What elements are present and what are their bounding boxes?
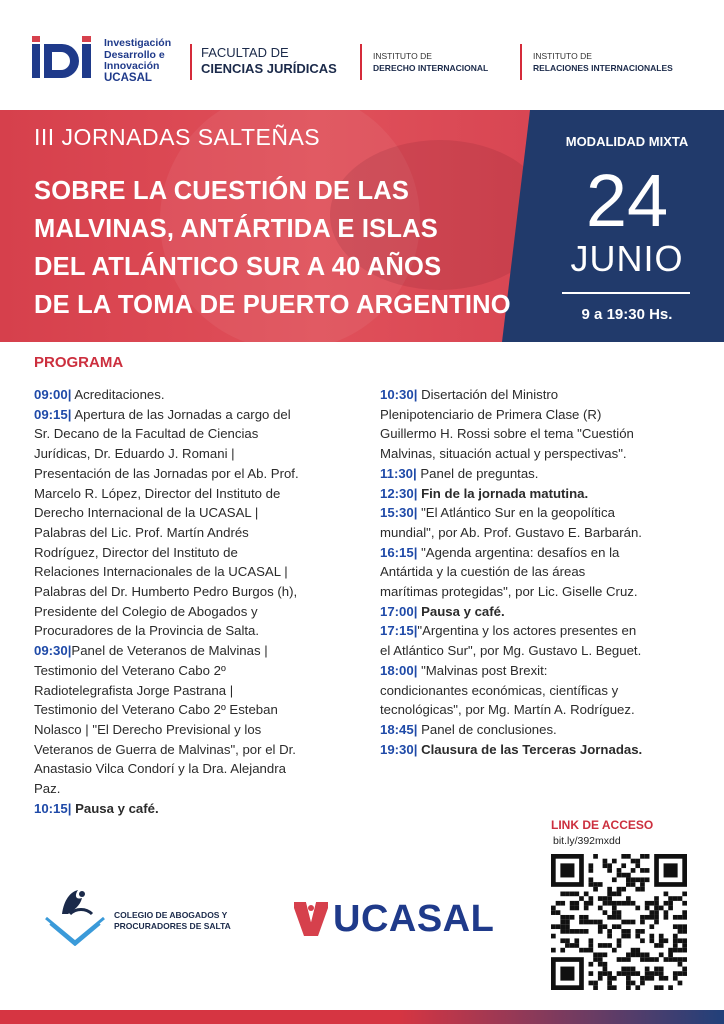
program-text: Nolasco | "El Derecho Previsional y los [34,721,262,737]
idi-line: Innovación [104,60,160,72]
program-line [380,444,700,464]
program-time: 09:30| [34,643,72,659]
program-item [380,602,700,622]
program-line [34,523,374,543]
program-line [380,681,700,701]
program-text: "El Atlántico Sur en la geopolítica [417,505,615,521]
program-line [34,484,374,504]
program-text: Veteranos de Guerra de Malvinas", por el Dr. [34,741,296,757]
divider [360,44,362,80]
ucasal-emblem [294,900,328,938]
event-month: JUNIO [570,238,684,279]
program-text: Fin de la jornada matutina. [417,485,589,501]
program-line [380,661,700,681]
program-heading: PROGRAMA [34,354,124,371]
program-text: Malvinas, situación actual y perspectivas". [380,446,627,462]
program-text: Relaciones Internacionales de la UCASAL | [34,564,288,580]
ucasal-wordmark: UCASAL [333,898,495,940]
idi-text [104,38,171,84]
institute-derecho [373,50,488,74]
modality-label: MODALIDAD MIXTA [565,134,689,149]
colegio-line2: PROCURADORES DE SALTA [114,921,231,931]
event-title [34,172,554,324]
program-time: 10:15| [34,800,72,816]
program-text: Antártida y la cuestión de las áreas [380,564,586,580]
program-item [380,740,700,760]
program-line [34,503,374,523]
program-line [34,759,374,779]
program-item [380,621,700,660]
idi-line: Investigación [104,37,172,49]
program-line [34,799,374,819]
program-item [34,799,374,819]
program-item [380,503,700,542]
program-line [380,385,700,405]
program-text: Rodríguez, Director del Instituto de [34,544,238,560]
program-text: Procuradores de la Provincia de Salta. [34,623,260,639]
event-day: 24 [585,159,669,242]
program-time: 18:00| [380,662,418,678]
institute-line1: INSTITUTO DE [533,51,592,61]
qr-code[interactable] [551,854,687,990]
event-title-line: DE LA TOMA DE PUERTO ARGENTINO [34,291,511,319]
program-text: Palabras del Dr. Humberto Pedro Burgos (h), [34,584,298,600]
program-column-left [34,385,374,818]
program-line [34,779,374,799]
program-time: 17:00| [380,603,418,619]
program-text: Paz. [34,781,61,797]
program-text: Plenipotenciario de Primera Clase (R) [380,406,602,422]
program-line [380,424,700,444]
program-time: 11:30| [380,465,417,481]
program-line [34,661,374,681]
program-time: 10:30| [380,387,418,402]
program-line [380,621,700,641]
event-title-line: DEL ATLÁNTICO SUR A 40 AÑOS [34,253,442,281]
program-line [380,464,700,484]
program-text: Sr. Decano de la Facultad de Ciencias [34,426,259,442]
program-text: marítimas protegidas", por Lic. Giselle Cruz. [380,584,638,600]
program-item [34,385,374,405]
program-text: el Atlántico Sur", por Mg. Gustavo L. Beguet. [380,643,642,659]
program-line [34,405,374,425]
program-text: Anastasio Vilca Condorí y la Dra. Alejandra [34,761,286,777]
program-line [34,543,374,563]
event-title-line: SOBRE LA CUESTIÓN DE LAS [34,177,410,205]
divider [520,44,522,80]
institute-line2: DERECHO INTERNACIONAL [373,63,489,73]
program-time: 12:30| [380,485,418,501]
access-link-title: LINK DE ACCESO [551,818,654,832]
program-text: Apertura de las Jornadas a cargo del [71,406,291,422]
program-item [380,385,700,464]
program-item [34,641,374,799]
program-line [34,562,374,582]
institute-relaciones [533,50,673,74]
program-line [34,641,374,661]
program-text: Pausa y café. [417,603,505,619]
divider [190,44,192,80]
program-text: Radiotelegrafista Jorge Pastrana | [34,682,234,698]
program-text: tecnológicas", por Mg. Martín A. Rodríguez. [380,702,635,718]
institute-line1: INSTITUTO DE [373,51,432,61]
colegio-logo [40,884,110,946]
program-text: Guillermo H. Rossi sobre el tema "Cuestión [380,426,634,442]
program-column-right [380,385,700,759]
program-item [380,543,700,602]
event-hours: 9 a 19:30 Hs. [581,306,673,323]
header [0,0,724,110]
program-text: "Agenda argentina: desafíos en la [417,544,620,560]
faculty-line2: CIENCIAS JURÍDICAS [201,61,337,76]
program-text: "Argentina y los actores presentes en [417,623,637,639]
program-time: 09:00| [34,387,72,402]
program-line [380,405,700,425]
idi-ucasal: UCASAL [104,71,152,84]
program-text: Panel de preguntas. [416,465,539,481]
program-line [34,700,374,720]
colegio-name [114,910,231,932]
program-text: "Malvinas post Brexit: [417,662,548,678]
program-line [380,720,700,740]
program-line [380,562,700,582]
program-line [34,424,374,444]
program-time: 17:15| [380,623,418,639]
faculty-name [201,45,337,77]
program-time: 15:30| [380,505,418,521]
program-text: Clausura de las Terceras Jornadas. [417,741,643,757]
program-text: Panel de Veteranos de Malvinas | [71,643,268,659]
date-rule [562,292,690,294]
program-item [380,464,700,484]
program-text: Panel de conclusiones. [417,721,557,737]
program-line [34,464,374,484]
program-line [380,602,700,622]
program-item [380,484,700,504]
program-text: Marcelo R. López, Director del Instituto de [34,485,281,501]
program-line [34,385,374,405]
program-line [380,582,700,602]
program-text: Presentación de las Jornadas por el Ab. Prof. [34,465,299,481]
program-line [380,503,700,523]
program-text: Acreditaciones. [71,387,165,402]
program-line [380,484,700,504]
program-line [34,720,374,740]
program-line [34,740,374,760]
program-line [34,681,374,701]
institute-line2: RELACIONES INTERNACIONALES [533,63,673,73]
program-line [34,582,374,602]
program-text: Jurídicas, Dr. Eduardo J. Romani | [34,446,235,462]
program-text: condicionantes económicas, científicas y [380,682,619,698]
program-text: Disertación del Ministro [417,387,559,402]
program-text: Derecho Internacional de la UCASAL | [34,505,259,521]
program-time: 16:15| [380,544,418,560]
program-item [380,661,700,720]
program-time: 09:15| [34,406,72,422]
bottom-color-bar [0,1010,724,1024]
access-link-url[interactable]: bit.ly/392mxdd [553,835,621,847]
program-line [34,602,374,622]
program-line [380,700,700,720]
colegio-line1: COLEGIO DE ABOGADOS Y [114,910,228,920]
program-text: Pausa y café. [71,800,159,816]
program-item [380,720,700,740]
program-text: Presidente del Colegio de Abogados y [34,603,258,619]
faculty-line1: FACULTAD DE [201,45,289,60]
program-line [380,543,700,563]
program-line [380,740,700,760]
program-line [380,641,700,661]
program-text: Palabras del Lic. Prof. Martín Andrés [34,524,249,540]
program-time: 18:45| [380,721,418,737]
program-time: 19:30| [380,741,418,757]
program-item [34,405,374,641]
event-title-line: MALVINAS, ANTÁRTIDA E ISLAS [34,215,438,243]
idi-logo [32,36,100,78]
event-supertitle: III JORNADAS SALTEÑAS [34,124,321,150]
program-text: mundial", por Ab. Prof. Gustavo E. Barbarán. [380,524,642,540]
program-text: Testimonio del Veterano Cabo 2º Esteban [34,702,278,718]
idi-line: Desarrollo e [104,48,165,61]
program-line [34,621,374,641]
program-text: Testimonio del Veterano Cabo 2º [34,662,226,678]
program-line [380,523,700,543]
program-line [34,444,374,464]
